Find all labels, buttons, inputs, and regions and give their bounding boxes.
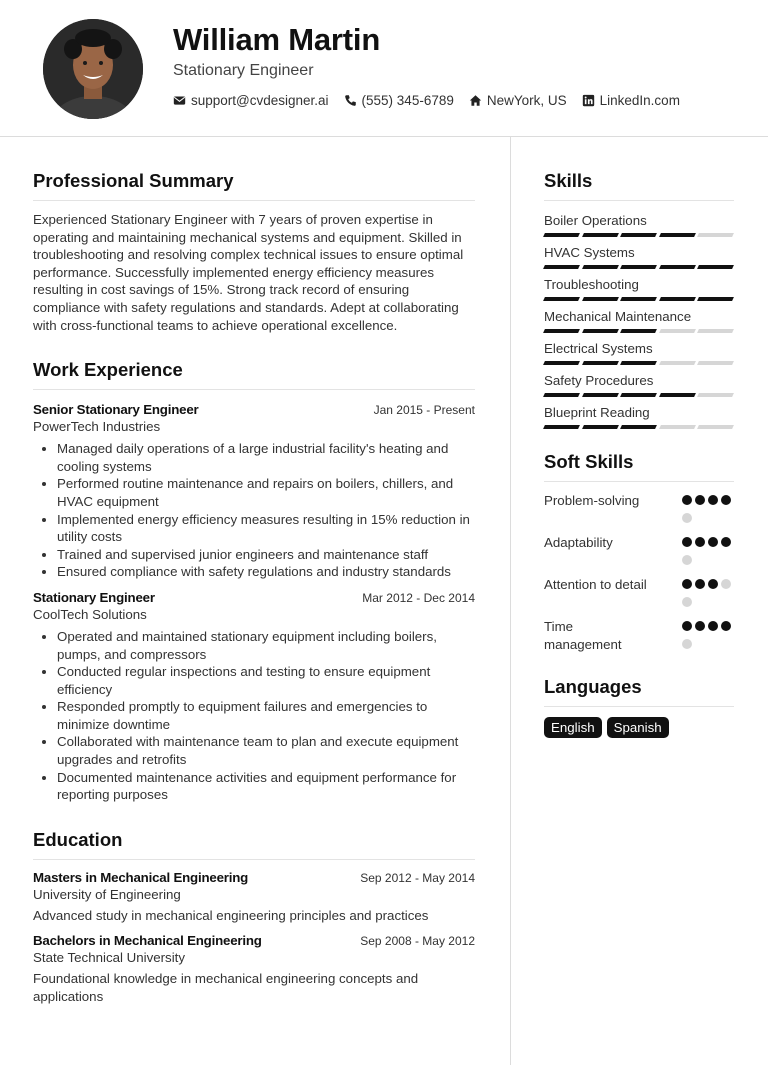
skill-level-bar bbox=[544, 361, 734, 365]
skill-level-segment bbox=[659, 393, 695, 397]
skill-level-segment bbox=[697, 329, 733, 333]
summary-text: Experienced Stationary Engineer with 7 years of proven expertise in operating and maintaining mechanical systems and equipment. Skilled in troubleshooting and resolving complex technical issues to ensure optimal performance. Successfully implemented energy efficiency measures resulting in cost savings of 15%. Strong track record of ensuring compliance with safety regulations and standards. Adept at collaborating with cross-functional teams to achieve operational excellence. bbox=[33, 212, 464, 333]
skill-level-segment bbox=[582, 265, 618, 269]
skill-level-segment bbox=[543, 297, 579, 301]
soft-skill-rating bbox=[682, 576, 734, 612]
phone-text: (555) 345-6789 bbox=[361, 93, 454, 108]
job-company: CoolTech Solutions bbox=[33, 606, 147, 622]
summary-heading: Professional Summary bbox=[33, 170, 475, 201]
job-bullet: • Collaborated with maintenance team to plan and execute equipment upgrades and retrofits bbox=[57, 733, 475, 768]
summary-section bbox=[33, 170, 475, 334]
skill-level-bar bbox=[544, 297, 734, 301]
linkedin-text: LinkedIn.com bbox=[599, 93, 680, 108]
job-title: Senior Stationary Engineer bbox=[33, 402, 199, 418]
candidate-title: Stationary Engineer bbox=[173, 62, 314, 79]
education-desc: Foundational knowledge in mechanical engineering concepts and applications bbox=[33, 971, 419, 1005]
job-bullet: • Managed daily operations of a large industrial facility's heating and cooling systems bbox=[57, 440, 475, 475]
skills-list bbox=[544, 211, 734, 429]
job-bullet: • Trained and supervised junior engineers and maintenance staff bbox=[57, 546, 475, 564]
skill-item bbox=[544, 339, 734, 365]
profile-photo-image bbox=[43, 19, 143, 119]
soft-skill-name: Problem-solving bbox=[544, 493, 640, 508]
rating-dot bbox=[721, 537, 731, 547]
resume-header bbox=[0, 0, 768, 137]
skill-level-bar bbox=[544, 393, 734, 397]
rating-dot bbox=[695, 495, 705, 505]
skill-name: Electrical Systems bbox=[544, 341, 653, 356]
skill-level-segment bbox=[697, 265, 733, 269]
rating-dot bbox=[708, 621, 718, 631]
email-text: support@cvdesigner.ai bbox=[191, 93, 329, 108]
language-tag: English bbox=[544, 717, 602, 738]
job-bullet: • Conducted regular inspections and testing to ensure equipment efficiency bbox=[57, 663, 475, 698]
school-name: University of Engineering bbox=[33, 886, 181, 902]
skill-level-segment bbox=[543, 265, 579, 269]
rating-dot bbox=[695, 621, 705, 631]
education-entry bbox=[33, 870, 475, 925]
contact-email[interactable] bbox=[173, 93, 329, 108]
skill-level-segment bbox=[659, 361, 695, 365]
soft-skill-rating bbox=[682, 492, 734, 528]
rating-dot bbox=[682, 597, 692, 607]
sidebar-column bbox=[544, 170, 734, 738]
skill-level-bar bbox=[544, 329, 734, 333]
job-entry bbox=[33, 590, 475, 804]
rating-dot bbox=[708, 579, 718, 589]
skill-level-segment bbox=[697, 393, 733, 397]
experience-heading: Work Experience bbox=[33, 359, 475, 390]
skill-level-segment bbox=[659, 265, 695, 269]
candidate-name: William Martin bbox=[173, 22, 381, 57]
skill-level-segment bbox=[659, 297, 695, 301]
job-company: PowerTech Industries bbox=[33, 419, 161, 435]
soft-skill-item bbox=[544, 576, 734, 612]
skill-item bbox=[544, 211, 734, 237]
skill-level-segment bbox=[582, 297, 618, 301]
skills-heading: Skills bbox=[544, 170, 734, 201]
skill-level-bar bbox=[544, 265, 734, 269]
column-divider bbox=[510, 137, 511, 1065]
skill-level-segment bbox=[620, 329, 656, 333]
degree-title: Bachelors in Mechanical Engineering bbox=[33, 933, 262, 949]
soft-skill-item bbox=[544, 534, 734, 570]
languages-list bbox=[544, 717, 734, 738]
profile-photo bbox=[43, 19, 143, 119]
skill-level-segment bbox=[543, 393, 579, 397]
home-icon bbox=[469, 94, 482, 107]
job-bullet: • Performed routine maintenance and repairs on boilers, chillers, and HVAC equipment bbox=[57, 475, 475, 510]
skill-level-segment bbox=[582, 393, 618, 397]
soft-skill-rating bbox=[682, 618, 734, 654]
skill-name: Blueprint Reading bbox=[544, 405, 650, 420]
contact-phone[interactable] bbox=[344, 93, 454, 108]
job-date: Jan 2015 - Present bbox=[373, 403, 475, 418]
rating-dot bbox=[721, 495, 731, 505]
skill-level-segment bbox=[659, 329, 695, 333]
skill-level-bar bbox=[544, 233, 734, 237]
skill-level-segment bbox=[543, 361, 579, 365]
education-desc: Advanced study in mechanical engineering principles and practices bbox=[33, 907, 429, 923]
skill-level-segment bbox=[620, 425, 656, 429]
soft-skills-heading: Soft Skills bbox=[544, 451, 734, 482]
skill-name: HVAC Systems bbox=[544, 245, 635, 260]
job-entry bbox=[33, 402, 475, 581]
skill-level-segment bbox=[659, 233, 695, 237]
skill-level-bar bbox=[544, 425, 734, 429]
job-bullet: • Implemented energy efficiency measures resulting in 15% reduction in utility costs bbox=[57, 511, 475, 546]
skill-level-segment bbox=[543, 329, 579, 333]
job-date: Mar 2012 - Dec 2014 bbox=[362, 590, 475, 605]
rating-dot bbox=[708, 537, 718, 547]
soft-skill-item bbox=[544, 618, 734, 654]
rating-dot bbox=[695, 579, 705, 589]
rating-dot bbox=[721, 579, 731, 589]
main-column bbox=[33, 170, 475, 1006]
rating-dot bbox=[721, 621, 731, 631]
skill-name: Boiler Operations bbox=[544, 213, 647, 228]
skill-level-segment bbox=[582, 361, 618, 365]
skill-level-segment bbox=[620, 393, 656, 397]
languages-heading: Languages bbox=[544, 676, 734, 707]
skill-level-segment bbox=[697, 425, 733, 429]
skill-level-segment bbox=[697, 233, 733, 237]
education-section bbox=[33, 829, 475, 1006]
rating-dot bbox=[682, 513, 692, 523]
rating-dot bbox=[682, 555, 692, 565]
soft-skills-list bbox=[544, 492, 734, 654]
school-name: State Technical University bbox=[33, 950, 185, 966]
skill-level-segment bbox=[620, 265, 656, 269]
skill-level-segment bbox=[697, 297, 733, 301]
skill-level-segment bbox=[620, 297, 656, 301]
skill-level-segment bbox=[620, 361, 656, 365]
rating-dot bbox=[682, 537, 692, 547]
skill-level-segment bbox=[582, 425, 618, 429]
education-date: Sep 2012 - May 2014 bbox=[360, 870, 475, 885]
skill-item bbox=[544, 307, 734, 333]
skill-item bbox=[544, 403, 734, 429]
skill-item bbox=[544, 371, 734, 397]
skill-name: Safety Procedures bbox=[544, 373, 654, 388]
soft-skill-name: Adaptability bbox=[544, 535, 613, 550]
envelope-icon bbox=[173, 94, 186, 107]
skill-level-segment bbox=[582, 233, 618, 237]
job-bullet: • Responded promptly to equipment failures and emergencies to minimize downtime bbox=[57, 698, 475, 733]
rating-dot bbox=[682, 495, 692, 505]
soft-skills-section bbox=[544, 451, 734, 654]
soft-skill-name: Time management bbox=[544, 619, 622, 652]
skill-level-segment bbox=[620, 233, 656, 237]
contact-bar bbox=[173, 93, 695, 108]
contact-linkedin[interactable] bbox=[582, 93, 680, 108]
skill-item bbox=[544, 243, 734, 269]
rating-dot bbox=[682, 579, 692, 589]
skill-level-segment bbox=[543, 425, 579, 429]
job-bullet: • Operated and maintained stationary equipment including boilers, pumps, and compressors bbox=[57, 628, 475, 663]
job-title: Stationary Engineer bbox=[33, 589, 155, 605]
rating-dot bbox=[682, 639, 692, 649]
rating-dot bbox=[695, 537, 705, 547]
contact-location bbox=[469, 93, 567, 108]
education-date: Sep 2008 - May 2012 bbox=[360, 934, 475, 949]
skill-level-segment bbox=[697, 361, 733, 365]
education-entry bbox=[33, 933, 475, 1005]
linkedin-icon bbox=[582, 94, 595, 107]
skill-name: Troubleshooting bbox=[544, 277, 639, 292]
rating-dot bbox=[682, 621, 692, 631]
job-bullet: • Documented maintenance activities and equipment performance for reporting purposes bbox=[57, 769, 475, 804]
degree-title: Masters in Mechanical Engineering bbox=[33, 869, 249, 885]
soft-skill-name: Attention to detail bbox=[544, 577, 647, 592]
soft-skill-item bbox=[544, 492, 734, 528]
skill-item bbox=[544, 275, 734, 301]
location-text: NewYork, US bbox=[486, 93, 567, 108]
languages-section bbox=[544, 676, 734, 738]
language-tag: Spanish bbox=[607, 717, 669, 738]
rating-dot bbox=[708, 495, 718, 505]
skill-level-segment bbox=[543, 233, 579, 237]
skill-level-segment bbox=[659, 425, 695, 429]
phone-icon bbox=[344, 94, 357, 107]
soft-skill-rating bbox=[682, 534, 734, 570]
skill-name: Mechanical Maintenance bbox=[544, 309, 692, 324]
skill-level-segment bbox=[582, 329, 618, 333]
job-bullets bbox=[57, 440, 475, 581]
skills-section bbox=[544, 170, 734, 429]
job-bullet: • Ensured compliance with safety regulations and industry standards bbox=[57, 563, 475, 581]
education-heading: Education bbox=[33, 829, 475, 860]
experience-section bbox=[33, 359, 475, 804]
job-bullets bbox=[57, 628, 475, 804]
